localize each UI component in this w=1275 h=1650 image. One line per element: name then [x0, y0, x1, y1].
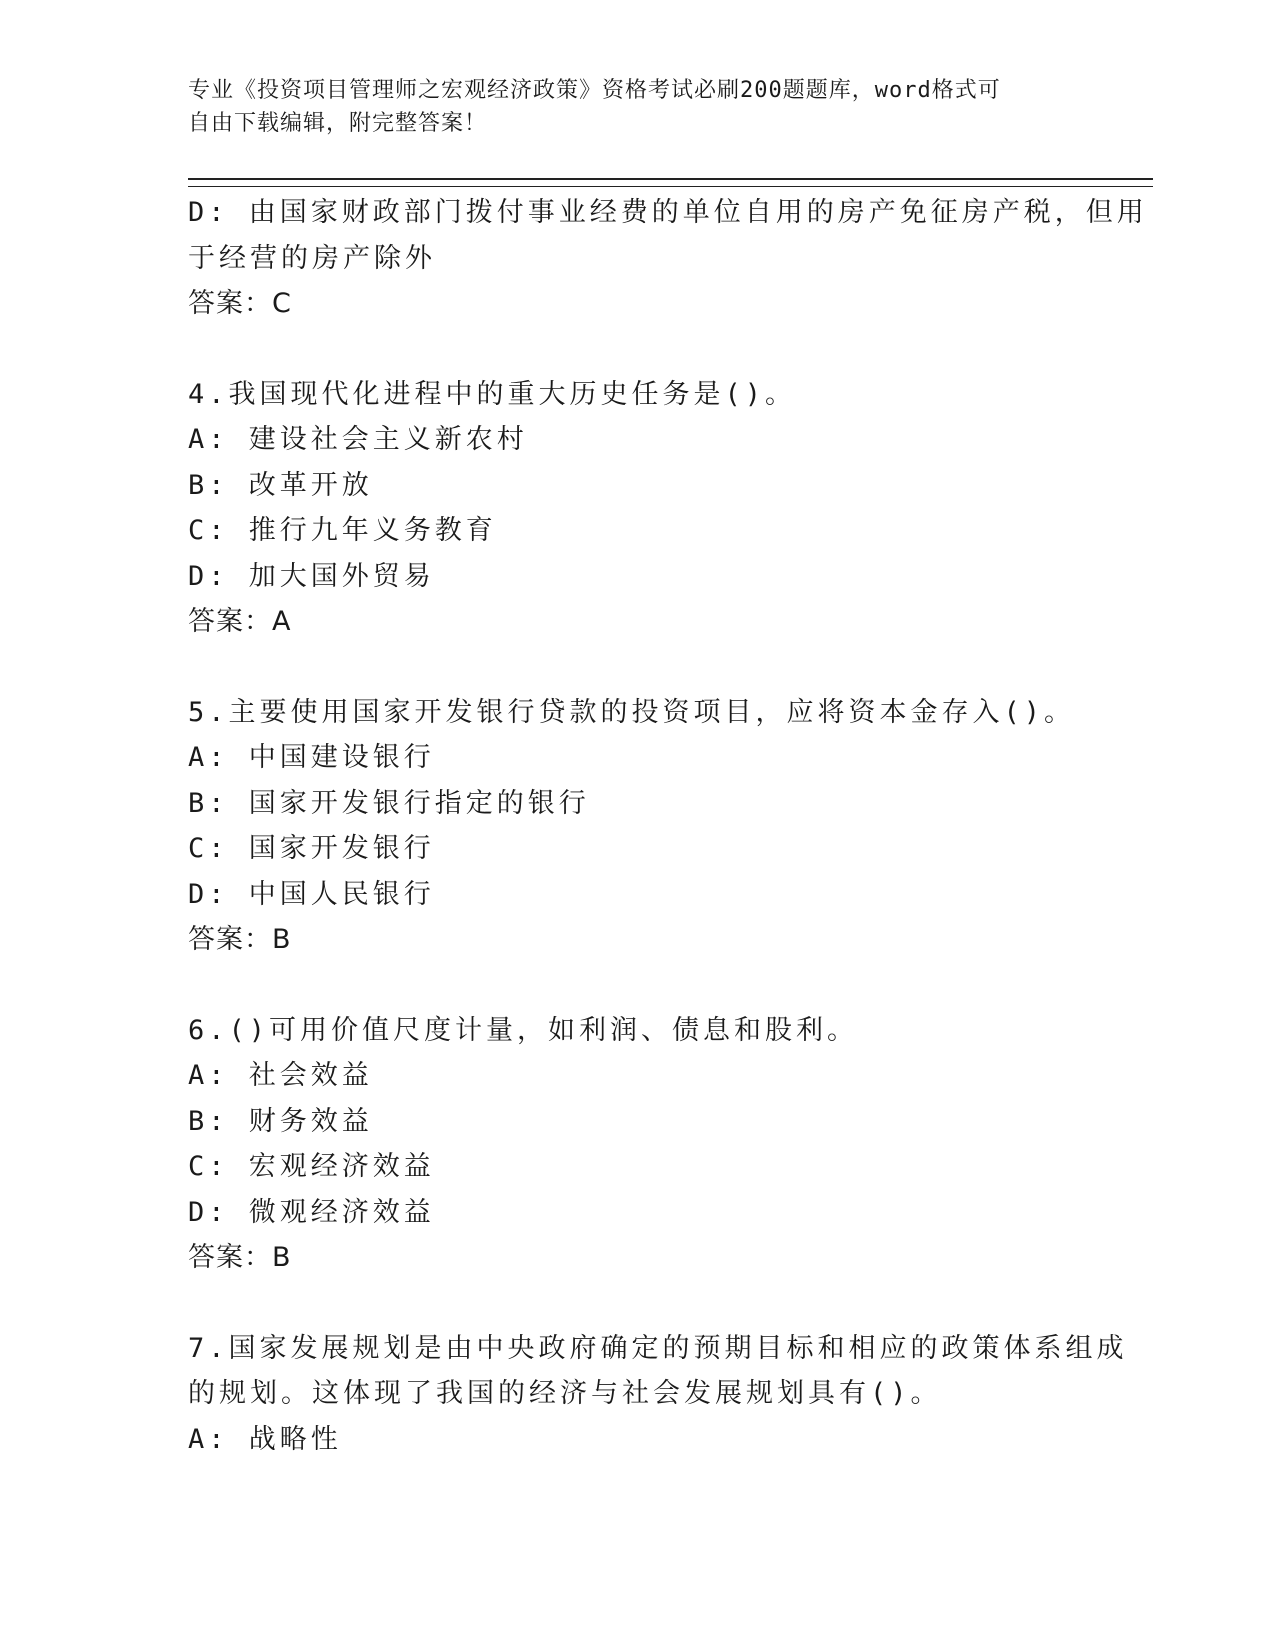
page-header	[188, 74, 1078, 140]
answer-label: 答案：B	[188, 924, 292, 955]
question-stem: 4.我国现代化进程中的重大历史任务是()。	[188, 378, 797, 410]
question-3-tail	[188, 190, 1148, 327]
option-b: B: 改革开放	[188, 469, 373, 501]
option-b: B: 财务效益	[188, 1105, 373, 1137]
question-5	[188, 690, 1088, 963]
question-4	[188, 372, 1088, 645]
answer-label: 答案：A	[188, 606, 292, 637]
question-stem-line-2: 的规划。这体现了我国的经济与社会发展规划具有()。	[188, 1378, 942, 1409]
question-6	[188, 1008, 1088, 1281]
option-d: D: 加大国外贸易	[188, 560, 435, 592]
option-c: C: 国家开发银行	[188, 833, 435, 864]
answer-label: 答案：B	[188, 1242, 292, 1273]
question-7	[188, 1326, 1128, 1463]
question-stem: 6.()可用价值尺度计量，如利润、债息和股利。	[188, 1014, 859, 1046]
option-d-line-1: D: 由国家财政部门拨付事业经费的单位自用的房产免征房产税，但用	[188, 197, 1148, 228]
answer-label: 答案：C	[188, 288, 292, 319]
question-content	[188, 190, 1148, 1462]
option-c: C: 推行九年义务教育	[188, 515, 497, 546]
question-stem-line-1: 7.国家发展规划是由中央政府确定的预期目标和相应的政策体系组成	[188, 1332, 1128, 1364]
option-c: C: 宏观经济效益	[188, 1151, 435, 1182]
header-line-2: 自由下载编辑，附完整答案！	[188, 111, 488, 136]
option-d-line-2: 于经营的房产除外	[188, 242, 436, 274]
header-line-1: 专业《投资项目管理师之宏观经济政策》资格考试必刷200题题库，word格式可	[188, 78, 1001, 103]
header-divider	[188, 178, 1153, 187]
option-a: A: 中国建设银行	[188, 742, 435, 773]
option-d: D: 微观经济效益	[188, 1196, 435, 1228]
option-a: A: 社会效益	[188, 1060, 373, 1091]
option-d: D: 中国人民银行	[188, 878, 435, 910]
question-stem: 5.主要使用国家开发银行贷款的投资项目，应将资本金存入()。	[188, 696, 1076, 728]
option-a: A: 建设社会主义新农村	[188, 424, 528, 455]
option-a: A: 战略性	[188, 1423, 342, 1455]
option-b: B: 国家开发银行指定的银行	[188, 787, 590, 819]
